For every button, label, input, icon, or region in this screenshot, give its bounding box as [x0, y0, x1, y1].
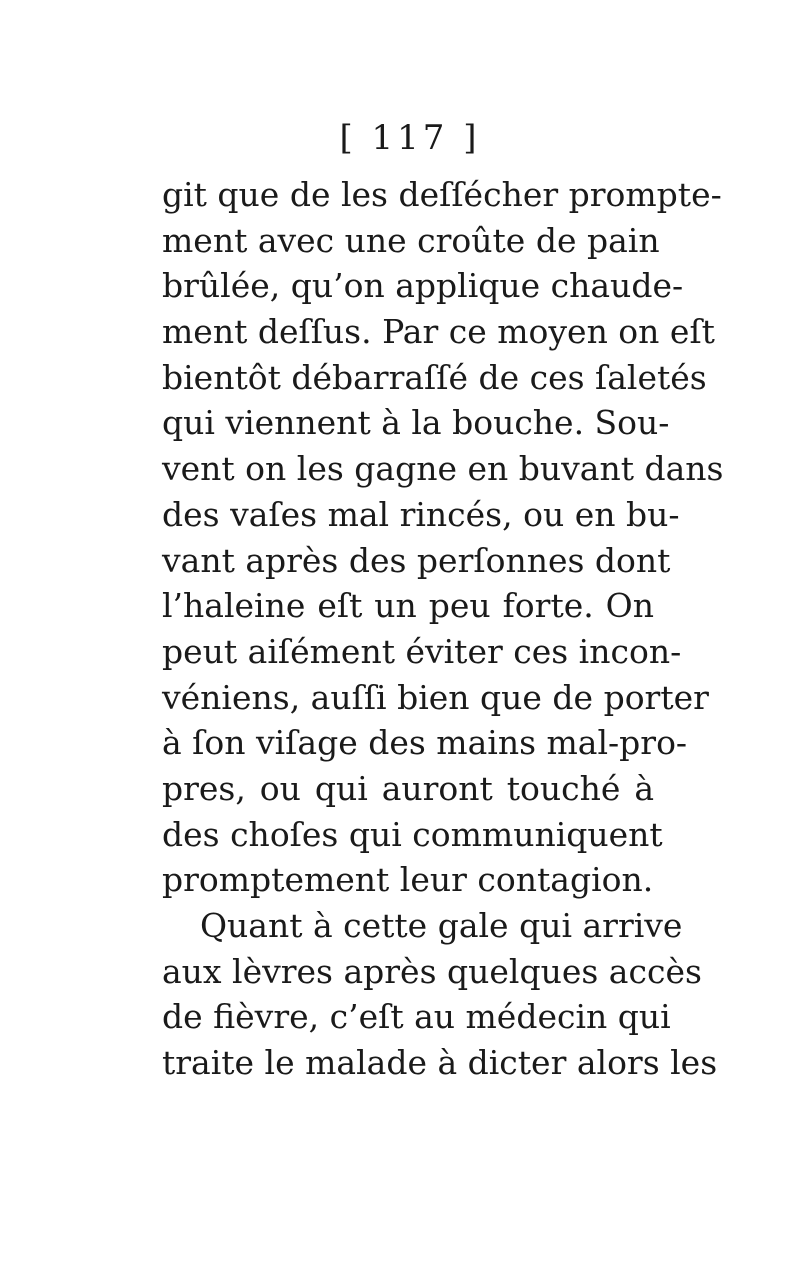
text-line: pres, ou qui auront touché à: [162, 768, 654, 808]
text-line: brûlée, qu’on applique chaude-: [162, 266, 684, 306]
text-line: ment deſſus. Par ce moyen on eſt: [162, 312, 715, 352]
text-line: des choſes qui communiquent: [162, 814, 663, 854]
text-line: vant après des perſonnes dont: [162, 540, 671, 580]
text-line: bientôt débarraſſé de ces ſaletés: [162, 357, 707, 397]
text-line: promptement leur contagion.: [162, 860, 654, 900]
text-line: peut aiſément éviter ces incon-: [162, 631, 682, 671]
text-line: à ſon viſage des mains mal-pro-: [162, 723, 688, 763]
text-line: traite le malade à dicter alors les: [162, 1043, 718, 1083]
text-line: de fièvre, c’eſt au médecin qui: [162, 997, 671, 1037]
page-number: [ 117 ]: [339, 118, 481, 158]
body-text: [162, 172, 724, 1086]
text-line: ment avec une croûte de pain: [162, 220, 660, 260]
text-line: véniens, auſſi bien que de porter: [162, 677, 709, 717]
text-line: l’haleine eſt un peu forte. On: [162, 586, 654, 626]
text-line: aux lèvres après quelques accès: [162, 951, 702, 991]
text-line: Quant à cette gale qui arrive: [200, 906, 683, 945]
text-line: qui viennent à la bouche. Sou-: [162, 403, 670, 443]
text-line: vent on les gagne en buvant dans: [162, 449, 724, 489]
text-line: des vaſes mal rincés, ou en bu-: [162, 494, 680, 534]
text-line: git que de les deſſécher prompte-: [162, 175, 722, 214]
